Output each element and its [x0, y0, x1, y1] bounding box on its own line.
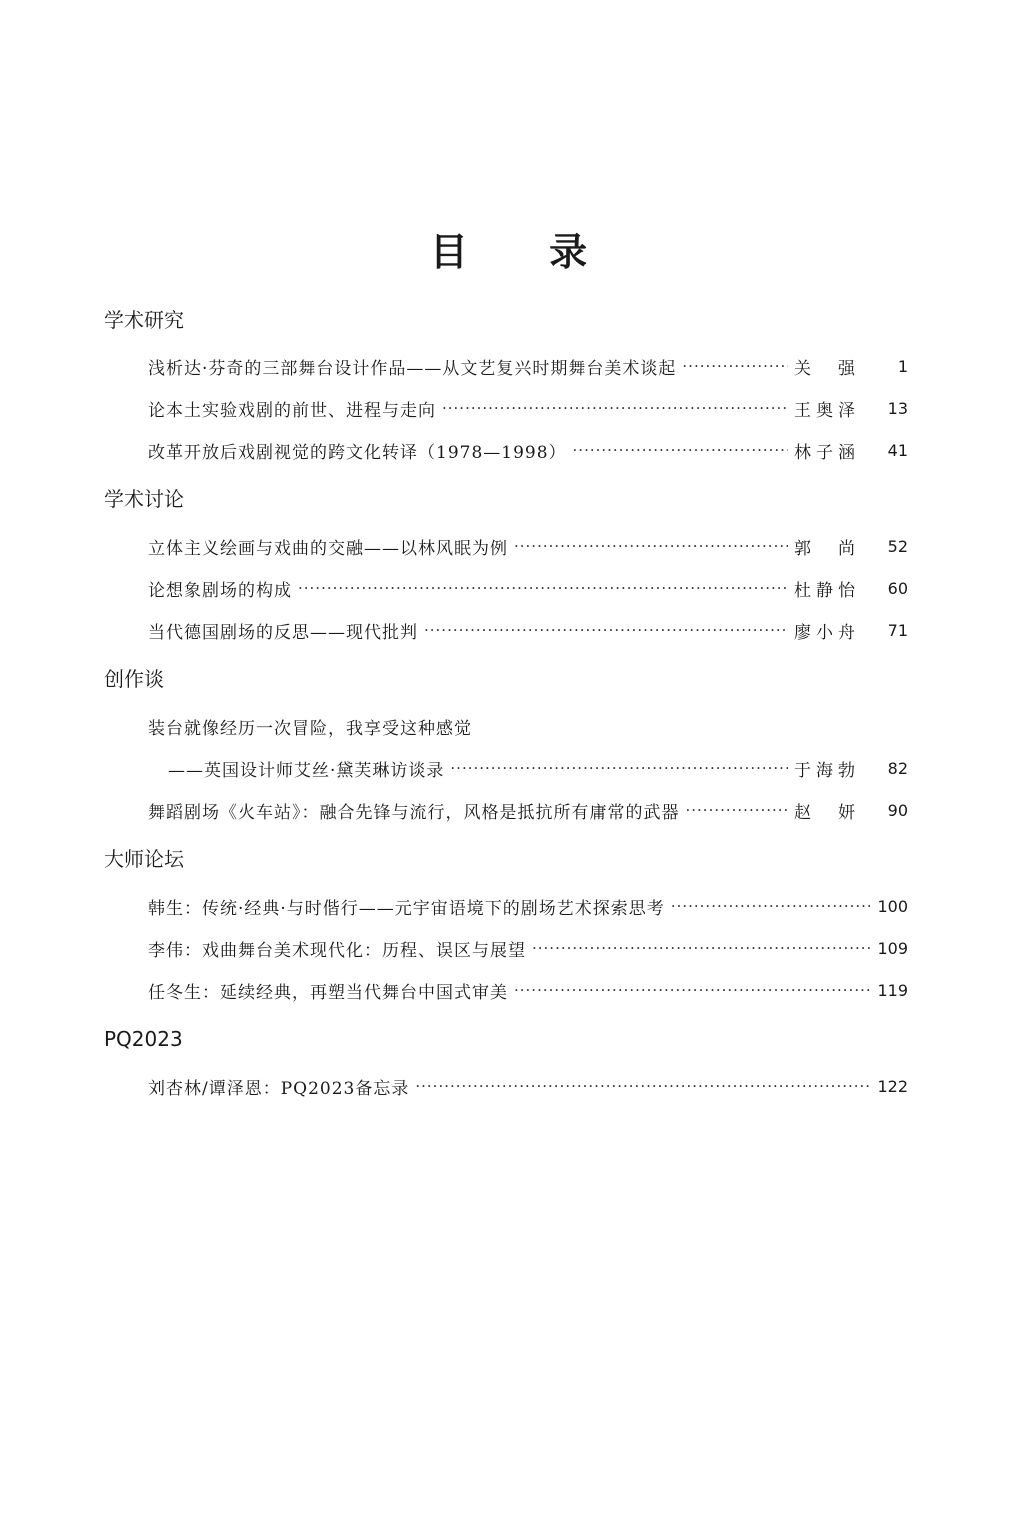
entry-author: 关 强: [794, 358, 856, 379]
section-heading-academic-discussion: 学术讨论: [104, 487, 184, 511]
entry-author: 廖小舟: [794, 622, 856, 643]
entry-author: 林子涵: [794, 442, 856, 463]
leader-dots: [514, 533, 788, 559]
leader-dots: [442, 395, 788, 421]
toc-entry[interactable]: [148, 893, 908, 919]
entry-title: 任冬生：延续经典，再塑当代舞台中国式审美: [148, 982, 508, 1003]
toc-entry[interactable]: [148, 437, 908, 463]
entry-page-number: 100: [877, 896, 908, 916]
toc-entry[interactable]: [148, 575, 908, 601]
leader-dots: [415, 1073, 870, 1099]
toc-entry[interactable]: [148, 935, 908, 961]
entry-title: 浅析达·芬奇的三部舞台设计作品——从文艺复兴时期舞台美术谈起: [148, 358, 677, 379]
entry-page-number: 13: [887, 398, 908, 418]
entry-page-number: 119: [877, 980, 908, 1000]
entry-author: 郭 尚: [794, 538, 856, 559]
entry-title: 装台就像经历一次冒险，我享受这种感觉: [148, 718, 472, 739]
entry-title: 立体主义绘画与戏曲的交融——以林风眠为例: [148, 538, 508, 559]
toc-entry[interactable]: [148, 977, 908, 1003]
entry-page-number: 1: [897, 356, 908, 376]
leader-dots: [298, 575, 788, 601]
entry-author: 杜静怡: [794, 580, 856, 601]
section-heading-pq2023: PQ2023: [104, 1027, 183, 1051]
leader-dots: [573, 437, 788, 463]
entry-title: 改革开放后戏剧视觉的跨文化转译（1978—1998）: [148, 442, 567, 463]
toc-entry[interactable]: [168, 755, 908, 781]
entry-title: 舞蹈剧场《火车站》：融合先锋与流行，风格是抵抗所有庸常的武器: [148, 802, 680, 823]
toc-entry[interactable]: [148, 353, 908, 379]
entry-title: 当代德国剧场的反思——现代批判: [148, 622, 418, 643]
entry-page-number: 60: [887, 578, 908, 598]
leader-dots: [682, 353, 788, 379]
entry-title: 刘杏林/谭泽恩：PQ2023备忘录: [148, 1078, 410, 1099]
page-title: 目 录: [429, 230, 622, 274]
entry-author: 赵 妍: [794, 802, 856, 823]
entry-subtitle: ——英国设计师艾丝·黛芙琳访谈录: [168, 760, 445, 781]
entry-page-number: 82: [887, 758, 908, 778]
entry-author: 于海勃: [794, 760, 856, 781]
section-heading-master-forum: 大师论坛: [104, 847, 184, 871]
toc-entry[interactable]: [148, 797, 908, 823]
toc-entry[interactable]: [148, 617, 908, 643]
toc-entry[interactable]: [148, 1073, 908, 1099]
entry-title: 李伟：戏曲舞台美术现代化：历程、误区与展望: [148, 940, 526, 961]
leader-dots: [450, 755, 788, 781]
entry-page-number: 52: [887, 536, 908, 556]
leader-dots: [424, 617, 788, 643]
section-heading-creative-talk: 创作谈: [104, 667, 164, 691]
leader-dots: [532, 935, 870, 961]
entry-page-number: 90: [887, 800, 908, 820]
toc-entry[interactable]: [148, 713, 472, 739]
toc-entry[interactable]: [148, 395, 908, 421]
entry-title: 论想象剧场的构成: [148, 580, 292, 601]
entry-page-number: 41: [887, 440, 908, 460]
entry-page-number: 109: [877, 938, 908, 958]
entry-page-number: 122: [877, 1076, 908, 1096]
entry-page-number: 71: [887, 620, 908, 640]
leader-dots: [671, 893, 870, 919]
leader-dots: [514, 977, 870, 1003]
leader-dots: [686, 797, 789, 823]
section-heading-academic-research: 学术研究: [104, 308, 184, 332]
toc-entry[interactable]: [148, 533, 908, 559]
entry-title: 论本土实验戏剧的前世、进程与走向: [148, 400, 436, 421]
entry-author: 王奥泽: [794, 400, 856, 421]
entry-title: 韩生：传统·经典·与时偕行——元宇宙语境下的剧场艺术探索思考: [148, 898, 665, 919]
